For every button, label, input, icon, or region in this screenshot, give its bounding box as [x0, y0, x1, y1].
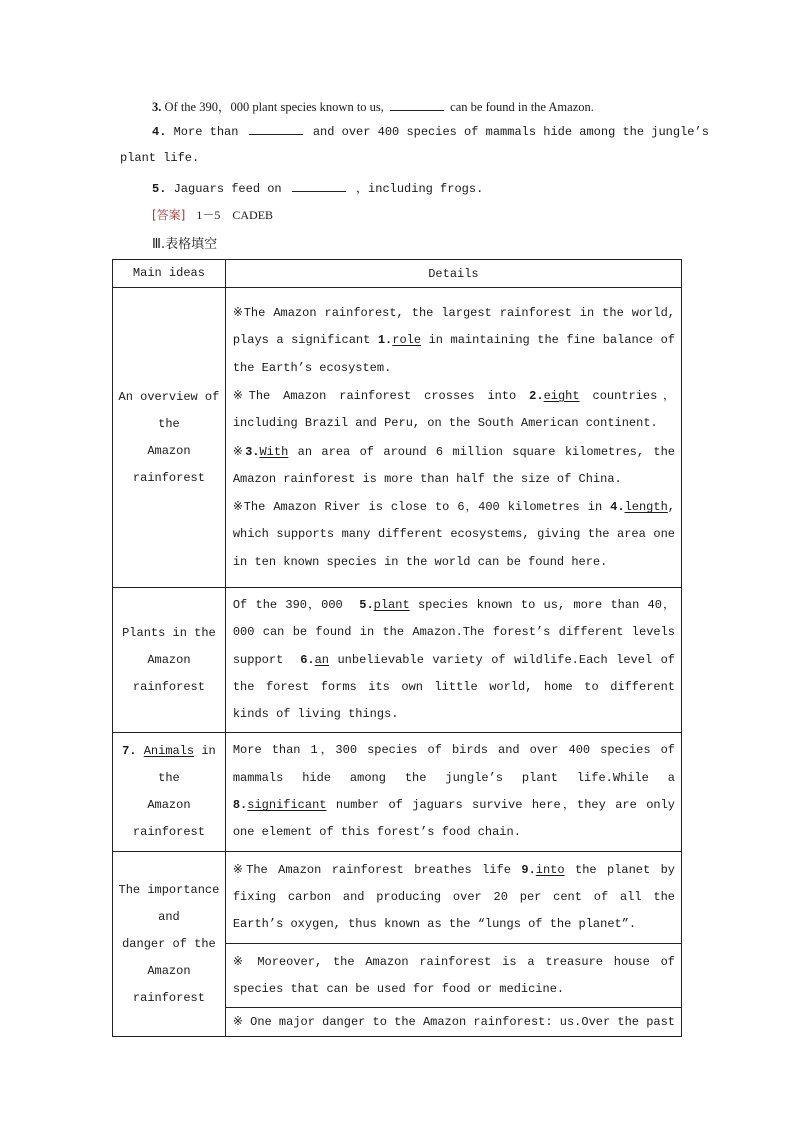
details-cell: [225, 1008, 681, 1037]
main-idea-text: [113, 738, 225, 792]
blank-number: 4.: [610, 500, 625, 515]
blank-answer: into: [535, 862, 565, 877]
detail-text: The Amazon River is close to 6，400 kilometres in: [243, 500, 603, 515]
blank-number: 6.: [300, 652, 315, 667]
detail-paragraph: [233, 382, 675, 438]
table-row: [113, 851, 682, 943]
blank-number: 5.: [359, 598, 374, 612]
reference-mark: ※: [232, 1014, 243, 1029]
main-idea-cell: [113, 851, 226, 1037]
detail-text: the planet by fixing carbon and producing over 20 per cent of all the Earth’s oxygen, thus known as the “lungs of the planet”.: [232, 862, 676, 932]
details-cell: [225, 588, 681, 733]
main-idea-text: The importance and: [118, 882, 220, 924]
blank-number: 1.: [377, 333, 393, 348]
main-idea-cell: [113, 288, 226, 588]
detail-text: One major danger to the Amazon rainforest: us.Over the past: [250, 1015, 675, 1030]
blank-answer: role: [392, 333, 422, 348]
question-number: 5.: [152, 182, 167, 196]
main-idea-text: Amazon rainforest: [132, 443, 205, 485]
detail-paragraph: [233, 438, 675, 494]
question-4: [152, 124, 709, 139]
detail-text: unbelievable variety of wildlife.Each level of the forest forms its own little world, home to different kinds of living things.: [232, 652, 676, 722]
detail-text: Of the 390，000: [232, 598, 343, 612]
question-number: 4.: [152, 125, 167, 139]
main-idea-text: danger of the: [122, 936, 216, 951]
blank-answer: significant: [247, 798, 327, 813]
blank-number: 9.: [521, 862, 536, 877]
reference-mark: ※: [232, 499, 244, 514]
answer-blank[interactable]: [249, 124, 303, 135]
detail-text: , which supports many different ecosystems, giving the area one in ten known species in the world can be found here.: [232, 500, 675, 569]
detail-text: The Amazon rainforest breathes life: [246, 862, 511, 877]
table-row: [113, 588, 682, 733]
question-text: ，including frogs.: [356, 182, 484, 196]
detail-text: number of jaguars survive here，they are only one element of this forest’s food chain.: [232, 798, 675, 840]
question-number: 3.: [152, 100, 162, 114]
main-idea-text: Plants in the: [122, 625, 216, 640]
blank-answer: an: [314, 652, 330, 667]
detail-text: an area of around 6 million square kilometres, the Amazon rainforest is more than half the size of China.: [232, 444, 676, 486]
answer-line: [152, 206, 273, 223]
blank-answer: eight: [543, 388, 580, 403]
details-cell: [225, 733, 681, 851]
reference-mark: ※: [232, 305, 244, 320]
detail-text: The Amazon rainforest crosses into: [248, 388, 517, 403]
header-main-ideas: Main ideas: [113, 260, 226, 288]
table-row: [113, 288, 682, 588]
question-5: [152, 179, 483, 196]
answer-label: [答案]: [152, 208, 186, 222]
question-4-continuation: [120, 151, 199, 165]
detail-text: countries，including Brazil and Peru, on the South American continent.: [232, 388, 676, 431]
section-title: Ⅲ.表格填空: [152, 237, 218, 252]
details-cell: [225, 943, 681, 1008]
detail-text: species known to us, more than 40，000 can be found in the Amazon.The forest’s different levels support: [232, 598, 675, 667]
reference-mark: ※: [232, 387, 249, 402]
question-text: Jaguars feed on: [173, 182, 282, 196]
question-text: plant life.: [120, 151, 200, 165]
main-idea-text: An overview of the: [118, 389, 220, 431]
main-idea-text: Amazon rainforest: [132, 963, 205, 1005]
detail-paragraph: [233, 493, 675, 576]
table-row: [113, 733, 682, 851]
details-cell: [225, 288, 681, 588]
reference-mark: ※: [232, 443, 246, 458]
answer-blank[interactable]: [390, 100, 444, 111]
question-3: [152, 97, 594, 115]
summary-table: [112, 259, 682, 1037]
table-header-row: [113, 260, 682, 288]
question-text: and over 400 species of mammals hide among the jungle’s: [312, 125, 709, 139]
main-idea-text: Amazon rainforest: [132, 798, 205, 840]
detail-text: The Amazon rainforest, the largest rainforest in the world, plays a significant: [232, 306, 675, 348]
answer-value: 1－5 CADEB: [196, 208, 274, 222]
blank-answer: plant: [373, 598, 410, 612]
question-text: can be found in the Amazon.: [450, 100, 594, 114]
detail-text: in maintaining the fine balance of the Earth’s ecosystem.: [232, 333, 676, 375]
blank-number: 7.: [122, 744, 137, 759]
detail-text: More than 1，300 species of birds and over 400 species of mammals hide among the jungle’s plant life.While a: [232, 743, 675, 785]
blank-number: 8.: [232, 798, 248, 813]
question-text: Of the 390，000 plant species known to us,: [164, 100, 384, 114]
details-cell: [225, 851, 681, 943]
blank-answer: With: [259, 444, 289, 459]
reference-mark: ※: [232, 861, 247, 876]
question-text: More than: [173, 125, 239, 139]
header-details: Details: [225, 260, 681, 288]
main-idea-text: in the: [158, 744, 216, 786]
blank-answer: length: [624, 500, 668, 515]
detail-paragraph: [233, 299, 675, 382]
blank-answer: Animals: [143, 744, 195, 759]
main-idea-text: Amazon rainforest: [132, 652, 205, 694]
reference-mark: ※: [232, 953, 247, 968]
blank-number: 3.: [245, 444, 260, 459]
main-idea-cell: [113, 733, 226, 851]
main-idea-cell: [113, 588, 226, 733]
detail-text: Moreover, the Amazon rainforest is a treasure house of species that can be used for food or medicine.: [232, 954, 675, 996]
blank-number: 2.: [529, 388, 544, 403]
answer-blank[interactable]: [292, 181, 346, 192]
